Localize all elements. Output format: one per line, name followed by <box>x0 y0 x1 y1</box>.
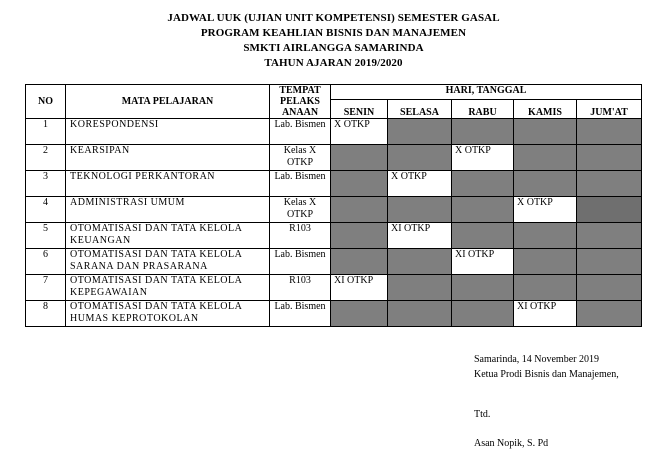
empty-day-cell <box>452 275 514 301</box>
header-place: TEMPAT PELAKS ANAAN <box>270 85 331 119</box>
empty-day-cell <box>452 171 514 197</box>
header-day-1: SENIN <box>331 100 388 119</box>
class-slot-cell: XI OTKP <box>388 223 452 249</box>
row-subject: OTOMATISASI DAN TATA KELOLA KEPEGAWAIAN <box>66 275 270 301</box>
header-no: NO <box>26 85 66 119</box>
empty-day-cell <box>577 171 642 197</box>
document-title-block <box>0 11 667 71</box>
empty-day-cell <box>388 249 452 275</box>
header-day-3: RABU <box>452 100 514 119</box>
signature-place-date: Samarinda, 14 November 2019 <box>474 354 599 365</box>
row-number: 4 <box>26 197 66 223</box>
empty-day-cell <box>577 119 642 145</box>
header-day-5: JUM'AT <box>577 100 642 119</box>
header-subject: MATA PELAJARAN <box>66 85 270 119</box>
empty-day-cell <box>577 223 642 249</box>
empty-day-cell <box>331 145 388 171</box>
empty-day-cell <box>514 249 577 275</box>
table-row <box>26 171 642 197</box>
row-place: R103 <box>270 275 331 301</box>
class-slot-cell: XI OTKP <box>331 275 388 301</box>
table-row <box>26 275 642 301</box>
empty-day-cell <box>331 197 388 223</box>
table-row <box>26 301 642 327</box>
empty-day-cell <box>452 197 514 223</box>
empty-day-cell <box>514 145 577 171</box>
empty-day-cell <box>388 275 452 301</box>
row-number: 7 <box>26 275 66 301</box>
header-day-2: SELASA <box>388 100 452 119</box>
signature-name: Asan Nopik, S. Pd <box>474 438 549 449</box>
empty-day-cell <box>577 145 642 171</box>
row-place: Kelas X OTKP <box>270 145 331 171</box>
row-subject: TEKNOLOGI PERKANTORAN <box>66 171 270 197</box>
empty-day-cell <box>388 301 452 327</box>
row-place: R103 <box>270 223 331 249</box>
row-subject: OTOMATISASI DAN TATA KELOLA KEUANGAN <box>66 223 270 249</box>
empty-day-cell <box>514 171 577 197</box>
header-day-4: KAMIS <box>514 100 577 119</box>
empty-day-cell <box>577 301 642 327</box>
table-row <box>26 249 642 275</box>
row-place: Lab. Bismen <box>270 249 331 275</box>
empty-day-cell <box>388 119 452 145</box>
row-number: 1 <box>26 119 66 145</box>
class-slot-cell: X OTKP <box>452 145 514 171</box>
signature-signed: Ttd. <box>474 409 491 420</box>
header-day-date: HARI, TANGGAL <box>331 85 642 100</box>
table-row <box>26 223 642 249</box>
empty-day-cell <box>514 119 577 145</box>
row-number: 3 <box>26 171 66 197</box>
row-subject: OTOMATISASI DAN TATA KELOLA SARANA DAN PRASARANA <box>66 249 270 275</box>
row-number: 5 <box>26 223 66 249</box>
row-number: 8 <box>26 301 66 327</box>
empty-day-cell <box>452 301 514 327</box>
class-slot-cell: X OTKP <box>514 197 577 223</box>
empty-day-cell <box>452 223 514 249</box>
empty-day-cell <box>388 197 452 223</box>
row-place: Lab. Bismen <box>270 171 331 197</box>
row-subject: ADMINISTRASI UMUM <box>66 197 270 223</box>
empty-day-cell <box>331 249 388 275</box>
row-place: Lab. Bismen <box>270 301 331 327</box>
row-place: Lab. Bismen <box>270 119 331 145</box>
empty-day-cell <box>331 171 388 197</box>
row-place: Kelas X OTKP <box>270 197 331 223</box>
empty-day-cell <box>331 301 388 327</box>
class-slot-cell: XI OTKP <box>452 249 514 275</box>
class-slot-cell: X OTKP <box>388 171 452 197</box>
row-subject: KORESPONDENSI <box>66 119 270 145</box>
empty-day-cell <box>452 119 514 145</box>
row-subject: KEARSIPAN <box>66 145 270 171</box>
title-line-2: PROGRAM KEAHLIAN BISNIS DAN MANAJEMEN <box>200 27 467 39</box>
table-row <box>26 119 642 145</box>
title-line-4: TAHUN AJARAN 2019/2020 <box>264 57 403 69</box>
table-row <box>26 197 642 223</box>
empty-day-cell <box>577 197 642 223</box>
empty-day-cell <box>388 145 452 171</box>
schedule-table <box>25 84 642 327</box>
row-subject: OTOMATISASI DAN TATA KELOLA HUMAS KEPROTOKOLAN <box>66 301 270 327</box>
empty-day-cell <box>514 275 577 301</box>
signature-role: Ketua Prodi Bisnis dan Manajemen, <box>474 369 619 380</box>
title-line-1: JADWAL UUK (UJIAN UNIT KOMPETENSI) SEMESTER GASAL <box>167 12 500 24</box>
empty-day-cell <box>577 249 642 275</box>
row-number: 2 <box>26 145 66 171</box>
class-slot-cell: XI OTKP <box>514 301 577 327</box>
table-row <box>26 145 642 171</box>
row-number: 6 <box>26 249 66 275</box>
empty-day-cell <box>577 275 642 301</box>
title-line-3: SMKTI AIRLANGGA SAMARINDA <box>243 42 424 54</box>
empty-day-cell <box>514 223 577 249</box>
empty-day-cell <box>331 223 388 249</box>
class-slot-cell: X OTKP <box>331 119 388 145</box>
